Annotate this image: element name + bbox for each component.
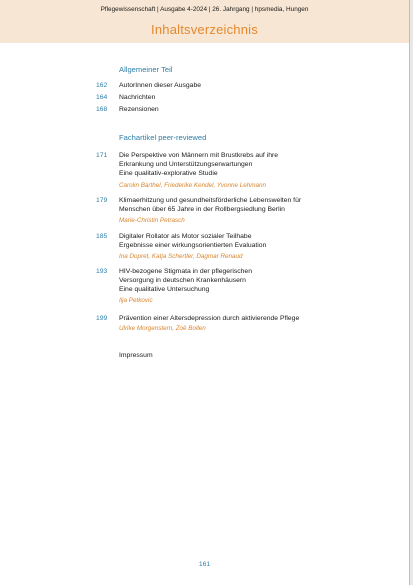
impressum-link[interactable]: Impressum [119, 352, 153, 359]
toc-entry-title[interactable]: Rezensionen [119, 106, 159, 113]
page-edge-line [409, 0, 410, 585]
article-authors: Ulrike Morgenstern, Zoë Bollen [119, 325, 206, 332]
article-authors: Ina Dopret, Katja Schertler, Dagmar Renaud [119, 253, 243, 260]
toc-entry-title[interactable]: AutorInnen dieser Ausgabe [119, 82, 202, 89]
toc-entry-title[interactable]: Nachrichten [119, 94, 156, 101]
toc-page-number: 164 [96, 94, 108, 101]
article-title-line[interactable]: Die Perspektive von Männern mit Brustkrebs auf ihre [119, 152, 279, 159]
page-number: 161 [198, 561, 211, 568]
article-title-line[interactable]: Digitaler Rollator als Motor sozialer Teilhabe [119, 233, 252, 240]
toc-page-number: 171 [96, 152, 108, 159]
toc-page-number: 179 [96, 197, 108, 204]
article-title-line[interactable]: Klimaerhitzung und gesundheitsförderliche Lebenswelten für [119, 197, 302, 204]
toc-page-number: 185 [96, 233, 108, 240]
article-title-line[interactable]: Menschen über 65 Jahre in der Rollbergsiedlung Berlin [119, 206, 285, 213]
section-heading-peer-reviewed: Fachartikel peer-reviewed [119, 133, 207, 142]
toc-page-number: 168 [96, 106, 108, 113]
article-title-line[interactable]: Erkrankung und Unterstützungserwartungen [119, 161, 253, 168]
toc-page-number: 193 [96, 268, 108, 275]
article-subtitle-line[interactable]: Eine qualitative Untersuchung [119, 286, 210, 293]
article-title-line[interactable]: Prävention einer Altersdepression durch aktivierende Pflege [119, 315, 300, 322]
article-title-line[interactable]: Versorgung in deutschen Krankenhäusern [119, 277, 246, 284]
article-title-line[interactable]: HIV-bezogene Stigmata in der pflegerischen [119, 268, 252, 275]
toc-page-number: 199 [96, 315, 108, 322]
article-subtitle-line[interactable]: Ergebnisse einer wirkungsorientierten Evaluation [119, 242, 267, 249]
article-authors: Marie-Christin Petrasch [119, 217, 185, 224]
article-subtitle-line[interactable]: Eine qualitativ-explorative Studie [119, 170, 218, 177]
toc-page-number: 162 [96, 82, 108, 89]
header-band [0, 0, 409, 43]
page-title: Inhaltsverzeichnis [151, 22, 258, 37]
section-heading-general: Allgemeiner Teil [119, 65, 173, 74]
article-authors: Ilja Petkovic [119, 297, 153, 304]
journal-line: Pflegewissenschaft | Ausgabe 4-2024 | 26. Jahrgang | hpsmedia, Hungen [100, 6, 309, 13]
article-authors: Carolin Barthel, Friederike Kendel, Yvonne Lehmann [119, 182, 267, 189]
